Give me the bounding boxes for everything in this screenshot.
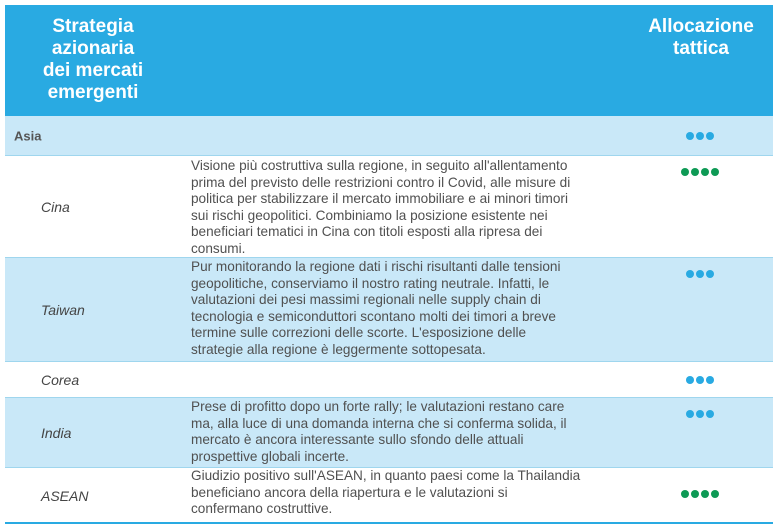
country-description xyxy=(191,259,631,359)
section-label: Asia xyxy=(14,128,42,143)
description-line: tecnologia e semiconduttori scontano molti dei timori a breve xyxy=(191,308,556,324)
header-strategy-line: azionaria xyxy=(51,38,135,59)
description-line: prospettive globali incerte. xyxy=(191,448,349,464)
allocation-dot xyxy=(686,410,694,418)
allocation-dot xyxy=(681,168,689,176)
country-label: Taiwan xyxy=(41,301,85,318)
description-line: politica per stabilizzare il mercato immobiliare e ai minori timori xyxy=(191,191,568,207)
allocation-dots xyxy=(655,376,745,384)
description-line: consumi. xyxy=(191,240,246,256)
table-row-india xyxy=(5,398,773,468)
description-line: Giudizio positivo sull'ASEAN, in quanto paesi come la Thailandia xyxy=(191,468,581,483)
allocation-dot xyxy=(696,376,704,384)
description-line: beneficiari tematici in Cina con titoli esposti alla ripresa dei xyxy=(191,224,543,240)
header-strategy-line: emergenti xyxy=(47,82,139,103)
allocation-dots xyxy=(655,168,745,176)
table-row-cina xyxy=(5,156,773,258)
allocation-dot xyxy=(686,270,694,278)
table-bottom-border xyxy=(5,522,773,524)
allocation-dot xyxy=(706,270,714,278)
header-strategy-line: Strategia xyxy=(52,16,134,37)
description-line: ma, alla luce di una domanda interna che si conferma solida, il xyxy=(191,415,567,431)
header-strategy-line: dei mercati xyxy=(42,60,144,81)
country-label: Cina xyxy=(41,198,70,215)
allocation-dot xyxy=(706,132,714,140)
description-line: sui rischi geopolitici. Combiniamo la posizione esistente nei xyxy=(191,207,548,223)
header-allocation-title xyxy=(635,16,767,60)
allocation-dot xyxy=(711,490,719,498)
description-line: termine sulle correzioni delle scorte. L'esposizione delle xyxy=(191,325,527,341)
allocation-table xyxy=(5,5,773,524)
country-description xyxy=(191,399,631,465)
allocation-dot xyxy=(686,132,694,140)
description-line: Visione più costruttiva sulla regione, in seguito all'allentamento xyxy=(191,158,568,173)
country-label: ASEAN xyxy=(41,488,89,504)
allocation-dot xyxy=(706,376,714,384)
country-description xyxy=(191,158,631,258)
description-line: mercato è ancora interessante sullo sfondo delle attuali xyxy=(191,432,524,448)
allocation-dot xyxy=(696,132,704,140)
allocation-dot xyxy=(691,168,699,176)
allocation-dot xyxy=(711,168,719,176)
allocation-dots xyxy=(655,410,745,418)
allocation-dots xyxy=(655,270,745,278)
description-line: confermano costruttive. xyxy=(191,501,333,517)
allocation-dots xyxy=(655,490,745,498)
allocation-dot xyxy=(701,168,709,176)
country-description xyxy=(191,468,631,518)
allocation-dot xyxy=(696,270,704,278)
table-row-asean xyxy=(5,468,773,524)
description-line: valutazioni dei pesi massimi regionali nelle supply chain di xyxy=(191,292,541,308)
header-allocation-line: tattica xyxy=(673,38,729,59)
header-allocation-line: Allocazione xyxy=(648,16,754,37)
header-strategy-title xyxy=(23,16,163,104)
description-line: Pur monitorando la regione dati i rischi risultanti dalle tensioni xyxy=(191,259,561,274)
country-label: Corea xyxy=(41,371,80,388)
table-row-corea xyxy=(5,362,773,398)
table-row-taiwan xyxy=(5,258,773,362)
allocation-dot xyxy=(691,490,699,498)
allocation-dots xyxy=(655,132,745,140)
allocation-dot xyxy=(701,490,709,498)
description-line: beneficiano ancora della riapertura e le valutazioni si xyxy=(191,484,508,500)
description-line: prima del previsto delle restrizioni contro il Covid, alle misure di xyxy=(191,174,571,190)
table-header xyxy=(5,5,773,116)
section-row-asia xyxy=(5,116,773,156)
description-line: Prese di profitto dopo un forte rally; le valutazioni restano care xyxy=(191,399,565,414)
description-line: strategie alla regione è leggermente sottopesata. xyxy=(191,341,486,357)
allocation-dot xyxy=(681,490,689,498)
description-line: geopolitiche, conserviamo il nostro rating neutrale. Infatti, le xyxy=(191,275,550,291)
allocation-dot xyxy=(686,376,694,384)
allocation-dot xyxy=(706,410,714,418)
country-label: India xyxy=(41,424,72,441)
allocation-dot xyxy=(696,410,704,418)
